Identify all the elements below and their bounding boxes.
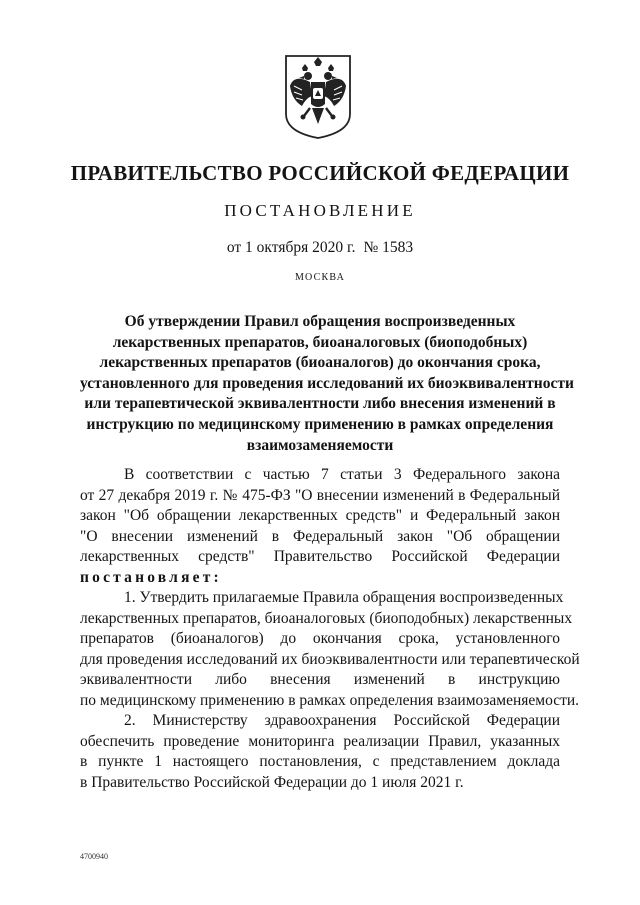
title-line: взаимозаменяемости — [246, 436, 394, 454]
text-line: по медицинскому применению в рамках определения взаимозаменяемости. — [80, 691, 580, 709]
title-line: инструкцию по медицинскому применению в рамках определения — [86, 415, 554, 433]
text-line: в пункте 1 настоящего постановления, с представлением доклада — [80, 753, 560, 770]
emblem-drawing — [280, 52, 356, 140]
clause-2 — [80, 711, 560, 793]
title-line: Об утверждении Правил обращения воспроизведенных — [124, 313, 516, 330]
document-date: от 1 октября 2020 г. — [226, 239, 356, 256]
text-line: 1. Утвердить прилагаемые Правила обращения воспроизведенных — [124, 589, 564, 606]
text-line: препаратов (биоаналогов) до окончания срока, установленного — [80, 630, 560, 647]
document-number: № 1583 — [363, 239, 414, 256]
resolves-word: постановляет: — [80, 568, 222, 586]
preamble-paragraph — [80, 465, 560, 588]
text-line: 2. Министерству здравоохранения Российской Федерации — [124, 712, 560, 729]
text-line: В соответствии с частью 7 статьи 3 Федерального закона — [124, 466, 560, 483]
text-line: в Правительство Российской Федерации до 1 июля 2021 г. — [80, 773, 464, 791]
document-code: 4700940 — [80, 852, 108, 861]
city: МОСКВА — [294, 272, 346, 283]
text-line: лекарственных средств" Правительство Российской Федерации — [80, 548, 560, 565]
text-line: от 27 декабря 2019 г. № 475-ФЗ "О внесении изменений в Федеральный — [80, 486, 560, 504]
text-line: обеспечить проведение мониторинга реализации Правил, указанных — [80, 732, 560, 750]
title-line: или терапевтической эквивалентности либо внесения изменений в — [84, 395, 556, 413]
text-line: для проведения исследований их биоэквивалентности или терапевтической — [80, 650, 580, 668]
resolution-title — [80, 312, 574, 456]
date-line — [0, 239, 640, 257]
document-body — [80, 465, 580, 793]
text-line: лекарственных препаратов, биоаналоговых (биоподобных) лекарственных — [80, 609, 573, 627]
title-line: установленного для проведения исследований их биоэквивалентности — [80, 374, 574, 392]
text-line: закон "Об обращении лекарственных средств" и Федеральный закон — [80, 507, 560, 524]
text-line: "О внесении изменений в Федеральный закон "Об обращении — [80, 527, 560, 545]
clause-1 — [80, 588, 580, 711]
document-type: ПОСТАНОВЛЕНИЕ — [224, 201, 416, 220]
russian-coat-of-arms-icon — [280, 52, 356, 140]
title-line: лекарственных препаратов, биоаналоговых (биоподобных) — [112, 333, 528, 351]
organization-name: ПРАВИТЕЛЬСТВО РОССИЙСКОЙ ФЕДЕРАЦИИ — [70, 161, 570, 185]
text-line: эквивалентности либо внесения изменений в инструкцию — [80, 671, 560, 688]
title-line: лекарственных препаратов (биоаналогов) до окончания срока, — [99, 354, 541, 372]
